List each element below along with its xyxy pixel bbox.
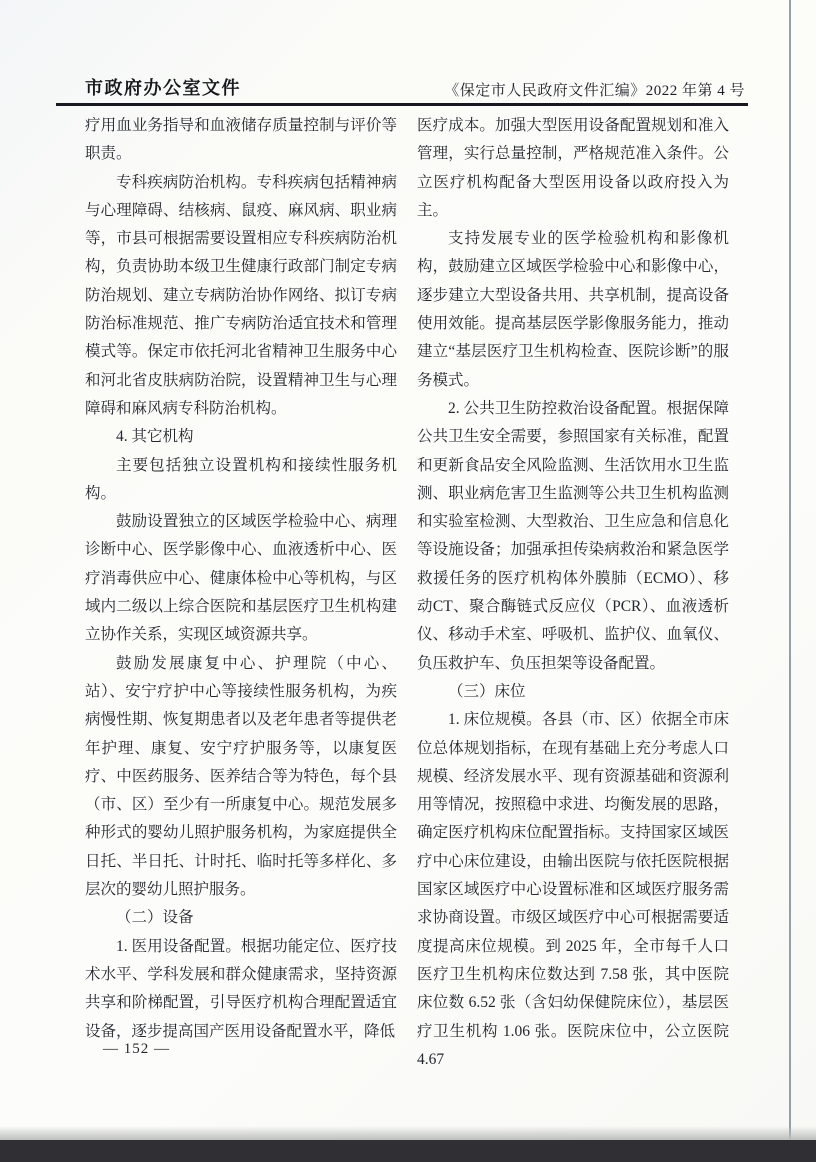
paragraph: 1. 医用设备配置。根据功能定位、医疗技术水平、学科发展和群众健康需求，坚持资源共享和阶梯配置，引导医疗机构合理配置适宜设备，逐步提高国产医用设备配置水平，降低 — [85, 937, 397, 1040]
header-compilation-title: 《保定市人民政府文件汇编》2022 年第 4 号 — [444, 83, 745, 99]
paragraph: 1. 床位规模。各县（市、区）依据全市床位总体规划指标，在现有基础上充分考虑人口规模、经济发展水平、现有资源基础和资源利用等情况，按照稳中求进、均衡发展的思路，确定医疗机构床位配置指标。支持国家区域医疗中心床位建设，由输出医院与依托医院根据国家区域医疗中心设置标准和区域医疗服务需求协商设置。市级区域医疗中心可根据需要适度提高床位规模。到 2025 年，全市每千人口医疗卫生机构床位数达到 7.58 张，其中医院床位数 6.52 张（含妇幼保健院床位），基层医疗卫生机构 1.06 张。医院床位中，公立医院 4.67 — [417, 711, 729, 1068]
paragraph: 专科疾病防治机构。专科疾病包括精神病与心理障碍、结核病、鼠疫、麻风病、职业病等，市县可根据需要设置相应专科疾病防治机构，负责协助本级卫生健康行政部门制定专病防治规划、建立专病防治协作网络、拟订专病防治标准规范、推广专病防治适宜技术和管理模式等。保定市依托河北省精神卫生服务中心和河北省皮肤病防治院，设置精神卫生与心理障碍和麻风病专科防治机构。 — [85, 173, 397, 417]
paragraph: 鼓励设置独立的区域医学检验中心、病理诊断中心、医学影像中心、血液透析中心、医疗消毒供应中心、健康体检中心等机构，与区域内二级以上综合医院和基层医疗卫生机构建立协作关系，实现区域资源共享。 — [85, 513, 397, 644]
page-footer — [103, 1041, 170, 1058]
paragraph: 鼓励发展康复中心、护理院（中心、站）、安宁疗护中心等接续性服务机构，为疾病慢性期、恢复期患者以及老年患者等提供老年护理、康复、安宁疗护服务等，以康复医疗、中医药服务、医养结合等为特色，每个县（市、区）至少有一所康复中心。规范发展多种形式的婴幼儿照护服务机构，为家庭提供全日托、半日托、计时托、临时托等多样化、多层次的婴幼儿照护服务。 — [85, 654, 397, 899]
right-column — [417, 112, 729, 1074]
paragraph: （三）床位 — [448, 682, 526, 700]
paragraph: 4. 其它机构 — [116, 428, 194, 446]
paragraph: 支持发展专业的医学检验机构和影像机构，鼓励建立区域医学检验中心和影像中心，逐步建立大型设备共用、共享机制，提高设备使用效能。提高基层医学影像服务能力，推动建立“基层医疗卫生机构检查、医院诊断”的服务模式。 — [417, 230, 729, 389]
paragraph: （二）设备 — [116, 909, 194, 927]
paragraph: 医疗成本。加强大型医用设备配置规划和准入管理，实行总量控制，严格规范准入条件。公立医疗机构配备大型医用设备以政府投入为主。 — [417, 117, 729, 219]
scan-edge-bottom — [0, 1140, 816, 1162]
page-number: — 152 — — [103, 1041, 170, 1057]
header-doc-type: 市政府办公室文件 — [85, 78, 241, 98]
left-column — [85, 112, 397, 1046]
scan-edge-right — [789, 0, 791, 1140]
header-divider — [56, 103, 748, 106]
paragraph: 主要包括独立设置机构和接续性服务机构。 — [85, 456, 397, 502]
scan-edge-bottom-fade — [0, 1126, 816, 1140]
paragraph: 疗用血业务指导和血液储存质量控制与评价等职责。 — [85, 117, 397, 163]
paragraph: 2. 公共卫生防控救治设备配置。根据保障公共卫生安全需要，参照国家有关标准，配置和更新食品安全风险监测、生活饮用水卫生监测、职业病危害卫生监测等公共卫生机构监测和实验室检测、大型救治、卫生应急和信息化等设施设备；加强承担传染病救治和紧急医学救援任务的医疗机构体外膜肺（ECMO）、移动CT、聚合酶链式反应仪（PCR）、血液透析仪、移动手术室、呼吸机、监护仪、血氧仪、负压救护车、负压担架等设备配置。 — [417, 399, 729, 672]
